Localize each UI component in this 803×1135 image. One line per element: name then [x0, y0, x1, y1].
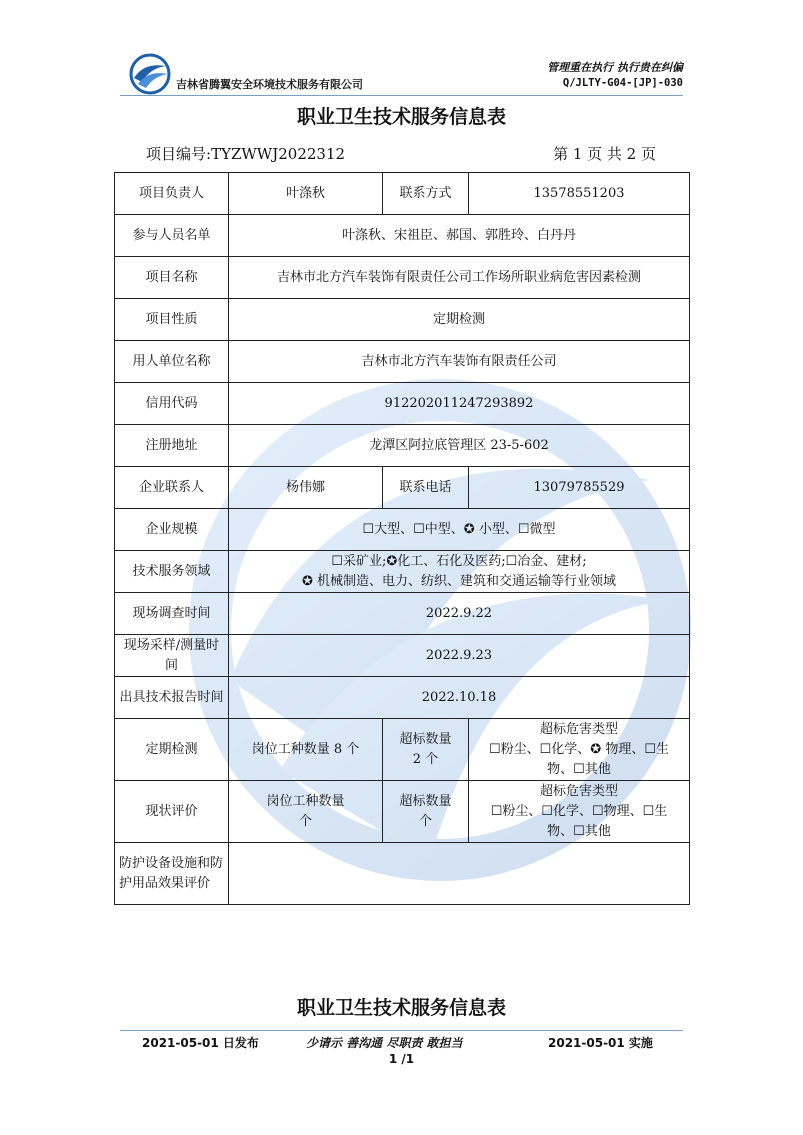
leader-value: 叶涤秋	[229, 173, 383, 215]
periodic-exceed-label: 超标数量	[399, 731, 452, 747]
credit-code-value: 912202011247293892	[229, 383, 690, 425]
header-motto: 管理重在执行 执行贵在纠偏	[547, 61, 683, 74]
row-enterprise-contact	[115, 467, 690, 509]
row-service-field	[115, 551, 690, 593]
periodic-positions: 岗位工种数量 8 个	[229, 719, 383, 781]
nature-label: 项目性质	[115, 299, 229, 341]
footer-slogan: 少请示 善沟通 尽职责 敢担当	[306, 1036, 463, 1050]
row-protection-evaluation	[115, 843, 690, 905]
status-exceed-unit: 个	[418, 813, 432, 829]
status-hazard-types	[469, 781, 690, 843]
contact-value: 13578551203	[469, 173, 690, 215]
status-exceed-count	[383, 781, 469, 843]
company-name: 吉林省腾翼安全环境技术服务有限公司	[176, 78, 363, 91]
credit-code-label: 信用代码	[115, 383, 229, 425]
project-name-label: 项目名称	[115, 257, 229, 299]
status-hazard-line-1: ☐粉尘、☐化学、☐物理、☐生	[490, 803, 668, 819]
scale-label: 企业规模	[115, 509, 229, 551]
periodic-hazard-types	[469, 719, 690, 781]
members-label: 参与人员名单	[115, 215, 229, 257]
page-title: 职业卫生技术服务信息表	[296, 106, 506, 128]
row-project-name	[115, 257, 690, 299]
footer-divider	[120, 1030, 683, 1031]
document-code: Q/JLTY-G04-[JP]-030	[562, 77, 683, 89]
periodic-exceed-count	[383, 719, 469, 781]
protection-label: 防护设备设施和防护用品效果评价	[115, 843, 229, 905]
scale-value: ☐大型、☐中型、✪ 小型、☐微型	[229, 509, 690, 551]
row-sampling-date	[115, 635, 690, 677]
service-field-value	[229, 551, 690, 593]
project-number-label: 项目编号:	[146, 145, 212, 163]
status-positions	[229, 781, 383, 843]
page-info: 第 1 页 共 2 页	[553, 145, 656, 163]
service-field-label: 技术服务领域	[115, 551, 229, 593]
sampling-date-label: 现场采样/测量时间	[115, 635, 229, 677]
footer-title: 职业卫生技术服务信息表	[296, 997, 506, 1019]
enterprise-contact-label: 企业联系人	[115, 467, 229, 509]
survey-date-label: 现场调查时间	[115, 593, 229, 635]
company-logo-icon	[128, 52, 172, 96]
address-value: 龙潭区阿拉底管理区 23-5-602	[229, 425, 690, 467]
enterprise-phone-label: 联系电话	[383, 467, 469, 509]
status-hazard-line-2: 物、☐其他	[547, 823, 611, 839]
service-field-line-2: ✪ 机械制造、电力、纺织、建筑和交通运输等行业领域	[301, 573, 617, 589]
enterprise-phone-value: 13079785529	[469, 467, 690, 509]
row-survey-date	[115, 593, 690, 635]
row-scale	[115, 509, 690, 551]
survey-date-value: 2022.9.22	[229, 593, 690, 635]
status-positions-label: 岗位工种数量	[266, 793, 345, 809]
address-label: 注册地址	[115, 425, 229, 467]
info-table	[114, 172, 690, 905]
periodic-hazard-line-1: ☐粉尘、☐化学、✪ 物理、☐生	[489, 741, 669, 757]
contact-label: 联系方式	[383, 173, 469, 215]
row-periodic-inspection	[115, 719, 690, 781]
project-number	[146, 143, 345, 164]
sampling-date-value: 2022.9.23	[229, 635, 690, 677]
project-number-value: TYZWWJ2022312	[211, 145, 346, 163]
employer-label: 用人单位名称	[115, 341, 229, 383]
periodic-label: 定期检测	[115, 719, 229, 781]
header-divider	[120, 95, 683, 96]
protection-value	[229, 843, 690, 905]
employer-value: 吉林市北方汽车装饰有限责任公司	[229, 341, 690, 383]
enterprise-contact-value: 杨伟娜	[229, 467, 383, 509]
publish-date: 2021-05-01 日发布	[142, 1036, 259, 1050]
service-field-line-1: ☐采矿业;✪化工、石化及医药;☐冶金、建材;	[331, 553, 587, 569]
footer-page-number: 1 /1	[388, 1052, 415, 1066]
row-status-evaluation	[115, 781, 690, 843]
row-address	[115, 425, 690, 467]
effective-date: 2021-05-01 实施	[548, 1036, 653, 1050]
nature-value: 定期检测	[229, 299, 690, 341]
row-employer	[115, 341, 690, 383]
report-date-label: 出具技术报告时间	[115, 677, 229, 719]
report-date-value: 2022.10.18	[229, 677, 690, 719]
status-exceed-label: 超标数量	[399, 793, 452, 809]
periodic-hazard-line-2: 物、☐其他	[547, 761, 611, 777]
status-label: 现状评价	[115, 781, 229, 843]
members-value: 叶涤秋、宋祖臣、郝国、郭胜玲、白丹丹	[229, 215, 690, 257]
row-members	[115, 215, 690, 257]
periodic-exceed-value: 2 个	[412, 751, 439, 767]
row-report-date	[115, 677, 690, 719]
row-credit-code	[115, 383, 690, 425]
status-positions-unit: 个	[298, 813, 312, 829]
row-nature	[115, 299, 690, 341]
leader-label: 项目负责人	[115, 173, 229, 215]
project-name-value: 吉林市北方汽车装饰有限责任公司工作场所职业病危害因素检测	[229, 257, 690, 299]
row-leader	[115, 173, 690, 215]
status-hazard-title: 超标危害类型	[539, 783, 618, 799]
periodic-hazard-title: 超标危害类型	[539, 721, 618, 737]
